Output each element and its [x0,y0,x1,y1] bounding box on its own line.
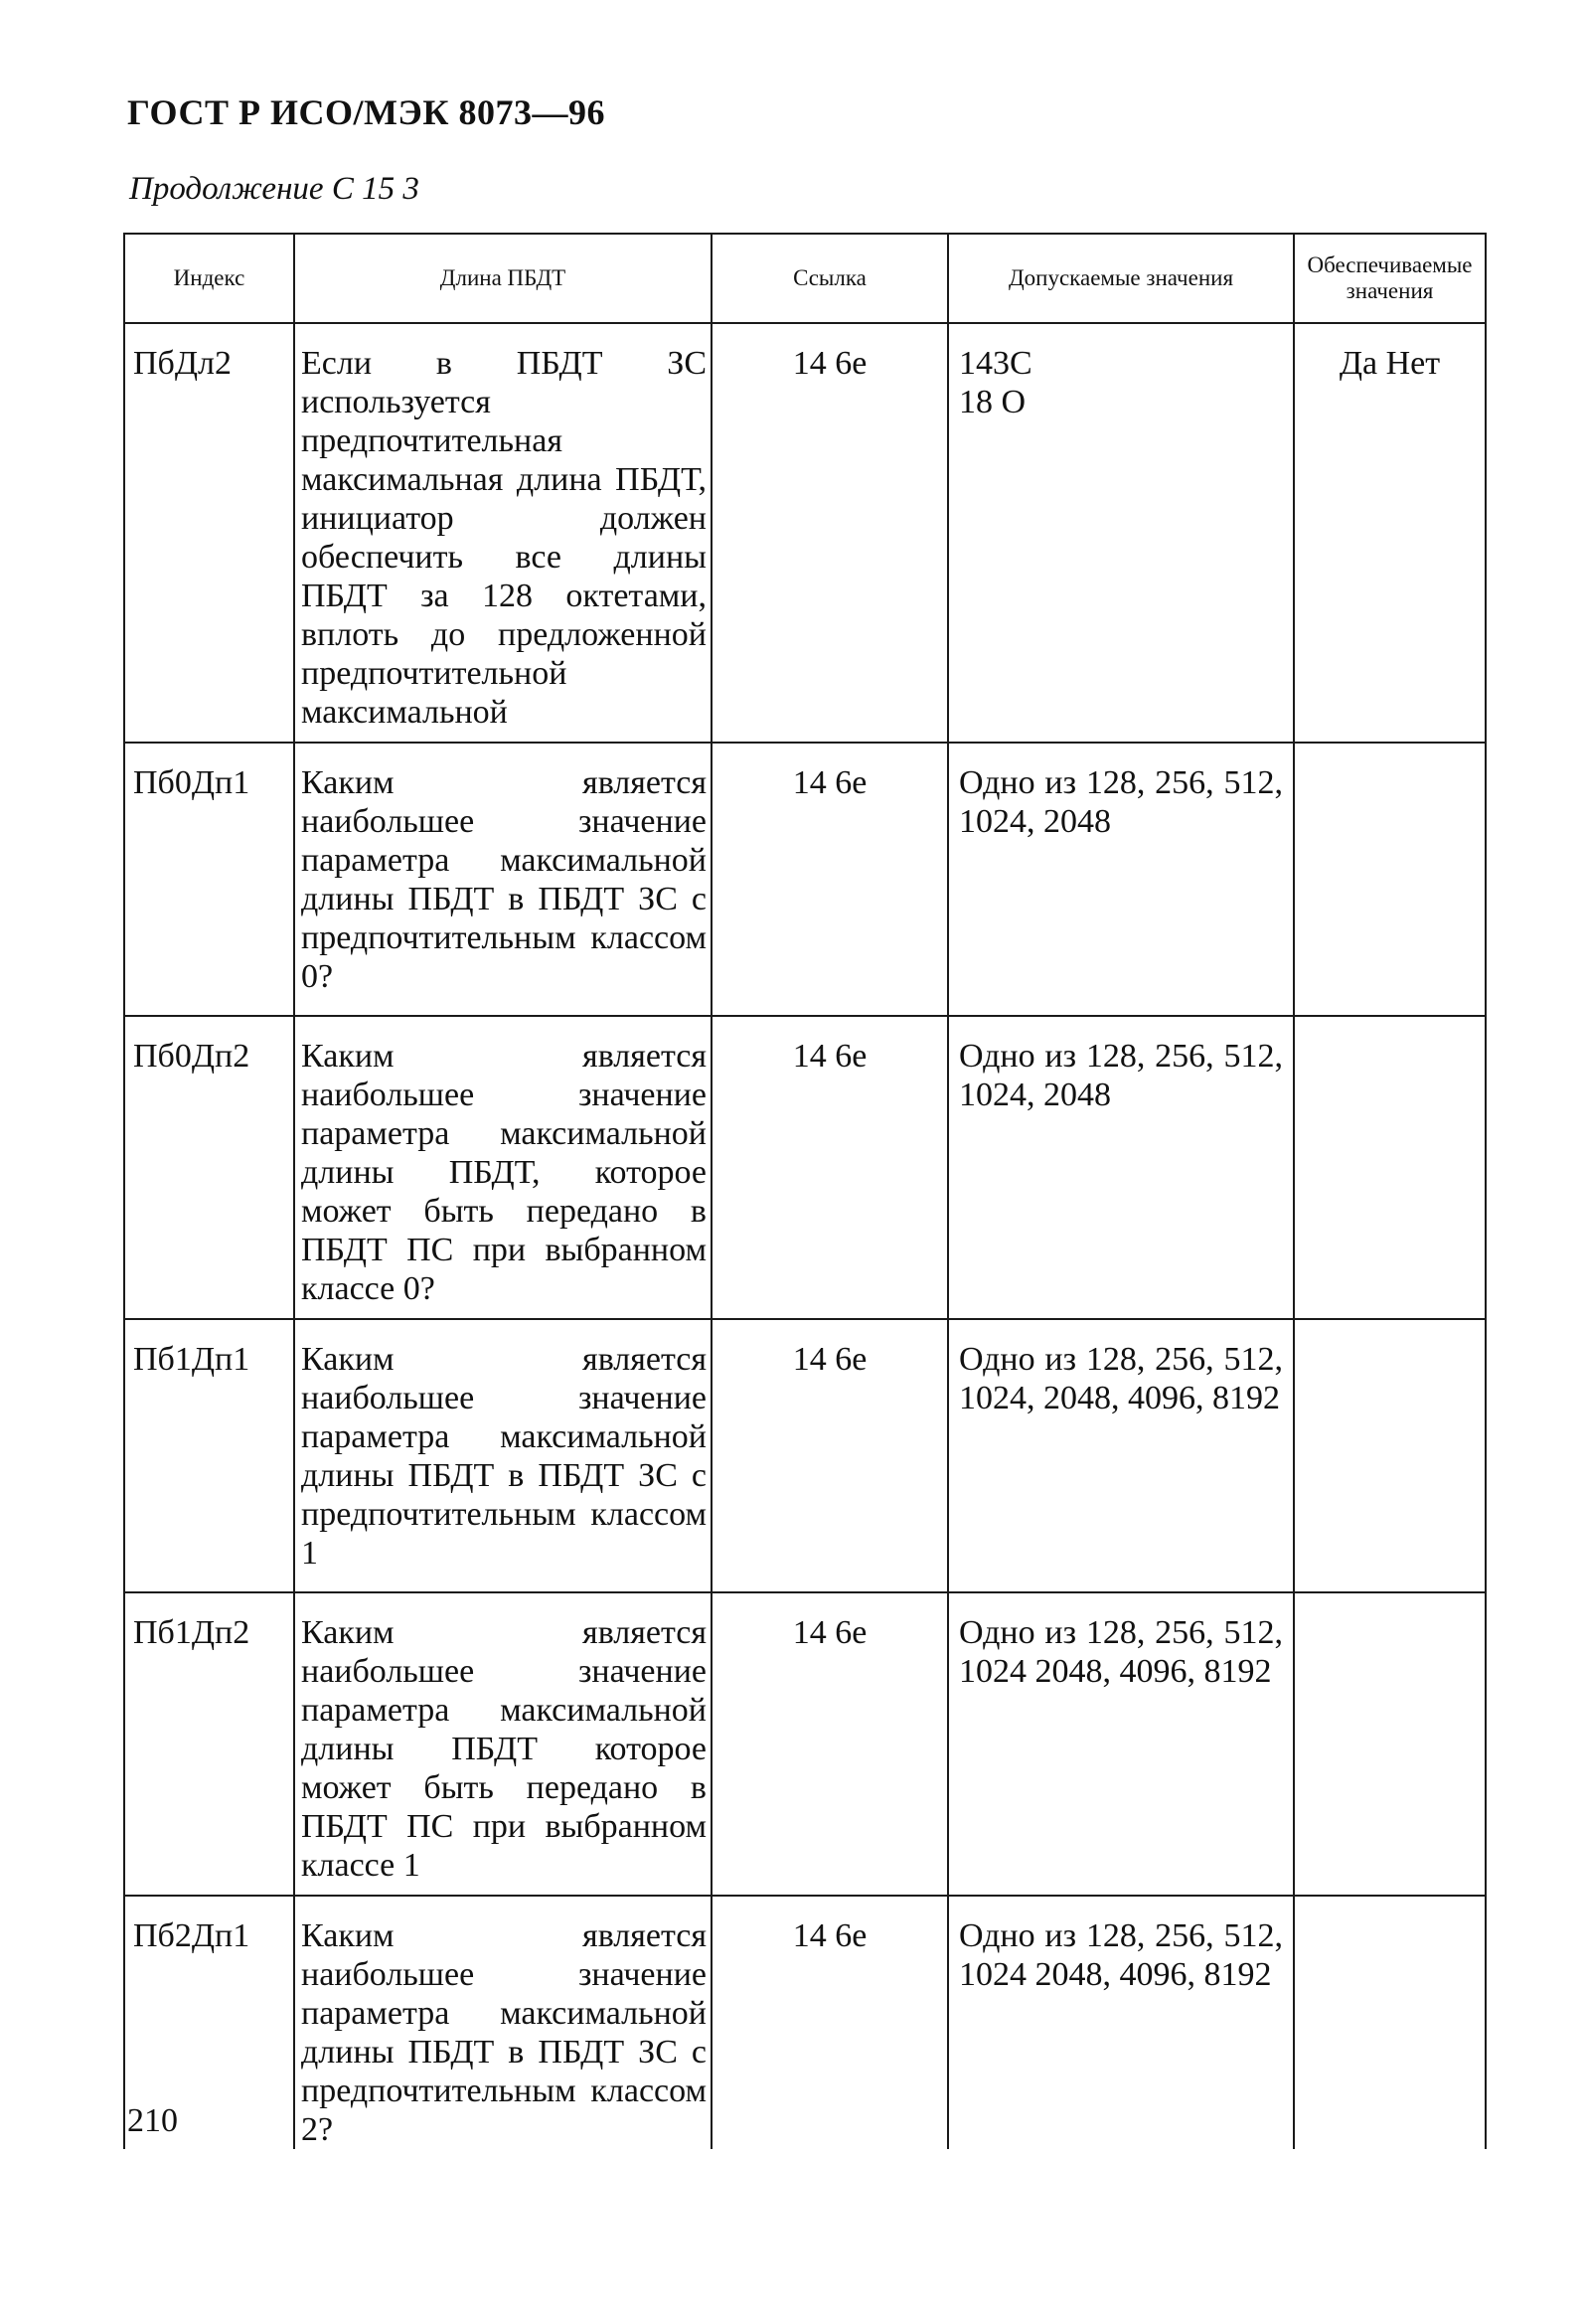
column-header-reference: Ссылка [712,234,948,323]
cell-support [1294,743,1486,1016]
cell-question: Каким является наибольшее значение параметра максимальной длины ПБДТ, которое может быть передано в ПБДТ ПС при выбранном классе 0? [294,1016,712,1319]
table-row [124,743,1486,1016]
cell-reference: 14 6е [712,1592,948,1896]
table-row [124,1896,1486,2149]
document-title: ГОСТ Р ИСО/МЭК 8073—96 [127,92,605,132]
cell-index: Пб0Дп1 [124,743,294,1016]
page-number: 210 [127,2102,178,2139]
cell-support [1294,1016,1486,1319]
cell-reference: 14 6е [712,323,948,743]
cell-reference: 14 6е [712,743,948,1016]
column-header-allowed: Допускаемые значения [948,234,1294,323]
table-header-row [124,234,1486,323]
cell-support [1294,1592,1486,1896]
cell-reference: 14 6е [712,1896,948,2149]
column-header-index: Индекс [124,234,294,323]
specification-table [123,233,1487,2149]
column-header-support: Обеспечиваемые значения [1294,234,1486,323]
cell-support [1294,1319,1486,1592]
cell-allowed-values: Одно из 128, 256, 512, 1024, 2048, 4096, 8192 [948,1319,1294,1592]
cell-reference: 14 6е [712,1016,948,1319]
cell-allowed-values: Одно из 128, 256, 512, 1024 2048, 4096, 8192 [948,1592,1294,1896]
cell-support [1294,1896,1486,2149]
table-row [124,1319,1486,1592]
cell-question: Каким является наибольшее значение параметра максимальной длины ПБДТ которое может быть передано в ПБДТ ПС при выбранном классе 1 [294,1592,712,1896]
table-row [124,323,1486,743]
cell-index: Пб0Дп2 [124,1016,294,1319]
cell-question: Если в ПБДТ ЗС используется предпочтительная максимальная длина ПБДТ, инициатор должен обеспечить все длины ПБДТ за 128 октетами, вплоть до предложенной предпочтительной максимальной [294,323,712,743]
cell-support: Да Нет [1294,323,1486,743]
table-row [124,1016,1486,1319]
continuation-label: Продолжение С 15 3 [129,171,419,207]
column-header-length: Длина ПБДТ [294,234,712,323]
cell-index: Пб1Дп2 [124,1592,294,1896]
cell-index: ПбДл2 [124,323,294,743]
cell-question: Каким является наибольшее значение параметра максимальной длины ПБДТ в ПБДТ ЗС с предпочтительным классом 1 [294,1319,712,1592]
cell-allowed-values: Одно из 128, 256, 512, 1024, 2048 [948,743,1294,1016]
cell-allowed-values: Одно из 128, 256, 512, 1024, 2048 [948,1016,1294,1319]
cell-allowed-values: Одно из 128, 256, 512, 1024 2048, 4096, 8192 [948,1896,1294,2149]
cell-index: Пб1Дп1 [124,1319,294,1592]
cell-allowed-values: 143С 18 О [948,323,1294,743]
cell-question: Каким является наибольшее значение параметра максимальной длины ПБДТ в ПБДТ ЗС с предпочтительным классом 0? [294,743,712,1016]
cell-index: Пб2Дп1 [124,1896,294,2149]
cell-question: Каким является наибольшее значение параметра максимальной длины ПБДТ в ПБДТ ЗС с предпочтительным классом 2? [294,1896,712,2149]
table-row [124,1592,1486,1896]
cell-reference: 14 6е [712,1319,948,1592]
